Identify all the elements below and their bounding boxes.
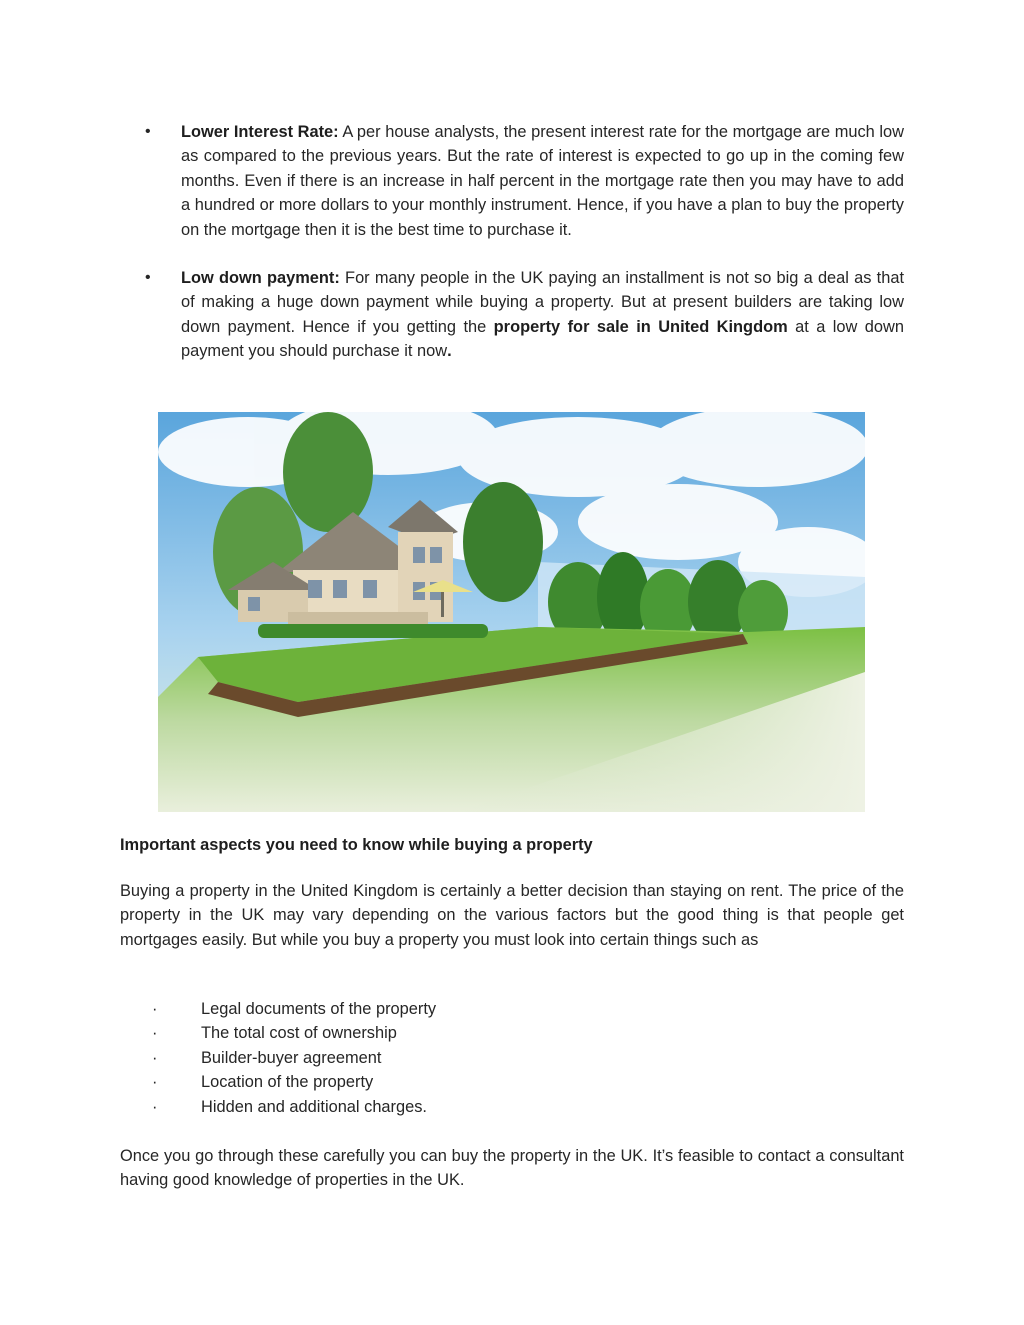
checklist-dot: · <box>152 1073 158 1092</box>
bullet-text: For many people in the UK paying an installment is not so big a deal as that of making a huge down payment while buying a property. But at present builders are taking low down payment. Hence if you getting the <box>181 269 904 336</box>
bullet-lower-interest-rate <box>120 120 904 242</box>
bullet-low-down-payment <box>120 266 904 364</box>
checklist-item <box>120 1046 436 1070</box>
checklist-text: Location of the property <box>201 1073 374 1092</box>
checklist-item <box>120 1070 436 1094</box>
house-scene-svg <box>158 412 865 812</box>
bullet-period: . <box>447 342 452 361</box>
checklist-dot: · <box>152 1000 158 1018</box>
bullet-text: A per house analysts, the present interest rate for the mortgage are much low as compared to the previous years. But the rate of interest is expected to go up in the coming few months. Even if there is an increase in half percent in the mortgage rate then you may have to add a hundred or more dollars to your monthly instrument. Hence, if you have a plan to buy the property on the mortgage then it is the best time to purchase it. <box>181 123 904 239</box>
bullet-text-continued: at a low down payment you should purchase it now <box>181 317 904 361</box>
bullet-title: Lower Interest Rate: <box>181 123 339 141</box>
bullet-dot: • <box>145 123 151 140</box>
buying-checklist <box>120 997 436 1119</box>
checklist-text: Hidden and additional charges. <box>201 1097 427 1116</box>
checklist-dot: · <box>152 1097 158 1116</box>
checklist-text: The total cost of ownership <box>201 1024 397 1043</box>
checklist-text: Legal documents of the property <box>201 1000 437 1018</box>
checklist-item <box>120 1021 436 1045</box>
intro-paragraph: Buying a property in the United Kingdom is certainly a better decision than staying on rent. The price of the property in the UK may vary depending on the various factors but the good thing is that people get mortgages easily. But while you buy a property you must look into certain things such as <box>120 882 904 949</box>
checklist-text: Builder-buyer agreement <box>201 1048 382 1067</box>
closing-paragraph: Once you go through these carefully you can buy the property in the UK. It’s feasible to contact a consultant having good knowledge of properties in the UK. <box>120 1147 904 1190</box>
section-heading: Important aspects you need to know while buying a property <box>120 836 593 854</box>
house-illustration <box>158 412 865 812</box>
checklist-item <box>120 997 436 1021</box>
bullet-title: Low down payment: <box>181 269 340 288</box>
checklist-item <box>120 1095 436 1119</box>
checklist-dot: · <box>152 1048 158 1067</box>
bullet-dot: • <box>145 269 151 287</box>
bullet-keyword: property for sale in United Kingdom <box>493 317 788 336</box>
checklist-dot: · <box>152 1024 158 1043</box>
hedge <box>258 624 488 638</box>
benefits-bullet-list <box>120 120 904 364</box>
